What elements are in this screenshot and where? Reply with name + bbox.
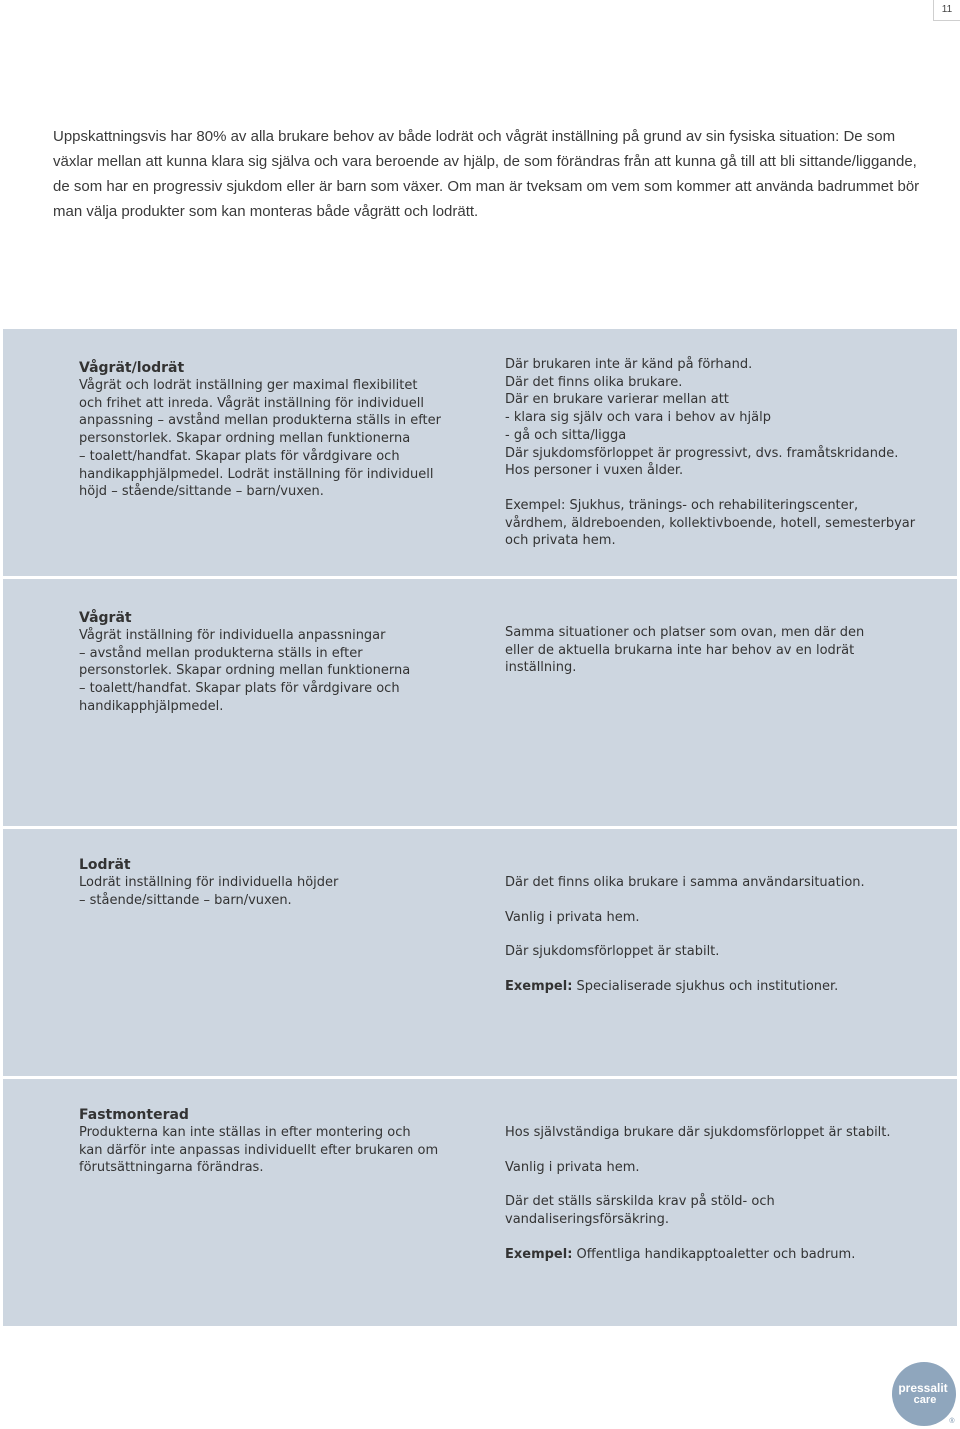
text-line: Där det ställs särskilda krav på stöld- och [505, 1194, 775, 1210]
text-line: – toalett/handfat. Skapar plats för vårdgivare och [79, 681, 400, 697]
panel-vagrat [3, 579, 957, 826]
example-line: och privata hem. [505, 533, 616, 549]
text-line: Lodrät inställning för individuella höjder [79, 875, 339, 890]
logo-text-line1: pressalit [898, 1381, 948, 1395]
panel-fastmonterad [3, 1079, 957, 1326]
text-line: personstorlek. Skapar ordning mellan funktionerna [79, 431, 411, 447]
text-line: Där det finns olika brukare. [505, 374, 683, 390]
pressalit-care-logo [891, 1361, 957, 1427]
text-line: Där det finns olika brukare i samma användarsituation. [505, 875, 865, 890]
text-line: och frihet att inreda. Vågrät inställning för individuell [79, 395, 424, 411]
text-line: Hos personer i vuxen ålder. [505, 463, 684, 479]
example-text: Offentliga handikapptoaletter och badrum. [572, 1246, 856, 1262]
text-line: förutsättningarna förändras. [79, 1160, 264, 1176]
text-line: Produkterna kan inte ställas in efter montering och [79, 1125, 411, 1140]
section-title: Vågrät [79, 610, 132, 626]
section-title: Lodrät [79, 857, 131, 873]
text-line: personstorlek. Skapar ordning mellan funktionerna [79, 663, 411, 679]
logo-text-line2: care [913, 1394, 937, 1406]
text-line: Samma situationer och platser som ovan, men där den [505, 625, 865, 640]
text-line: Där brukaren inte är känd på förhand. [505, 357, 753, 372]
panel-left-column [79, 856, 479, 909]
example-label: Exempel: [505, 979, 573, 995]
text-line: – avstånd mellan produkterna ställs in efter [79, 645, 363, 661]
panel-right-column [505, 1124, 935, 1264]
text-line: Vågrät inställning för individuella anpassningar [79, 628, 386, 643]
text-line: inställning. [505, 660, 577, 676]
logo-registered-mark: ® [949, 1418, 955, 1425]
text-line: - gå och sitta/ligga [505, 427, 627, 443]
panel-right-column [505, 356, 935, 550]
text-line: Där sjukdomsförloppet är stabilt. [505, 944, 720, 960]
panel-right-column [505, 874, 935, 996]
panel-lodrat [3, 829, 957, 1076]
text-line: handikapphjälpmedel. Lodrät inställning för individuell [79, 466, 434, 482]
text-line: Vågrät och lodrät inställning ger maximal flexibilitet [79, 378, 418, 393]
text-line: – stående/sittande – barn/vuxen. [79, 892, 292, 908]
text-line: höjd – stående/sittande – barn/vuxen. [79, 484, 324, 500]
text-line: vandaliseringsförsäkring. [505, 1212, 670, 1228]
text-line: - klara sig själv och vara i behov av hjälp [505, 410, 771, 426]
text-line: Vanlig i privata hem. [505, 909, 640, 925]
page-number: 11 [933, 0, 960, 21]
text-line: – toalett/handfat. Skapar plats för vårdgivare och [79, 448, 400, 464]
section-title: Fastmonterad [79, 1107, 189, 1123]
example-line: vårdhem, äldreboenden, kollektivboende, hotell, semesterbyar [505, 515, 916, 531]
intro-paragraph: Uppskattningsvis har 80% av alla brukare behov av både lodrät och vågrät inställning på grund av sin fysiska situation: De som växlar mellan att kunna klara sig själva och vara beroende av hjälp, de som förändras från att kunna gå till att bli sittande/liggande, de som har en progressiv sjukdom eller är barn som växer. Om man är tveksam om vem som kommer att använda badrummet bör man välja produkter som kan monteras både vågrätt och lodrätt. [53, 128, 920, 220]
example-label: Exempel: [505, 1246, 573, 1262]
text-line: Vanlig i privata hem. [505, 1159, 640, 1175]
panel-left-column [79, 609, 479, 716]
text-line: Där en brukare varierar mellan att [505, 392, 729, 408]
example-line: Exempel: Sjukhus, tränings- och rehabiliteringscenter, [505, 497, 859, 513]
text-line: eller de aktuella brukarna inte har behov av en lodrät [505, 642, 855, 658]
panel-right-column [505, 624, 935, 677]
example-line [505, 978, 935, 996]
text-line: handikapphjälpmedel. [79, 698, 224, 714]
text-line: Hos självständiga brukare där sjukdomsförloppet är stabilt. [505, 1125, 891, 1140]
section-title: Vågrät/lodrät [79, 360, 185, 376]
example-line [505, 1246, 935, 1264]
panel-vagrat-lodrat [3, 329, 957, 576]
text-line: anpassning – avstånd mellan produkterna ställs in efter [79, 413, 441, 429]
panel-left-column [79, 359, 479, 501]
panel-left-column [79, 1106, 479, 1177]
example-text: Specialiserade sjukhus och institutioner. [572, 979, 839, 995]
text-line: kan därför inte anpassas individuellt efter brukaren om [79, 1142, 439, 1158]
text-line: Där sjukdomsförloppet är progressivt, dvs. framåtskridande. [505, 445, 899, 461]
